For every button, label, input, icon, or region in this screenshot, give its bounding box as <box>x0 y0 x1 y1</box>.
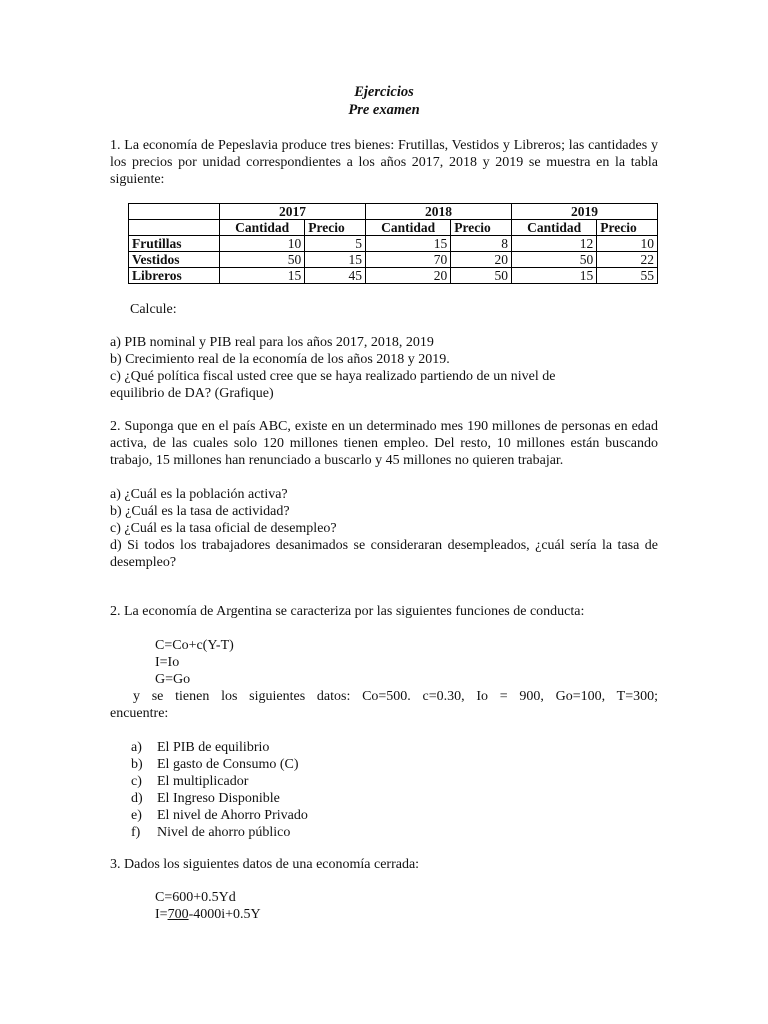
table-cell: 10 <box>597 236 658 252</box>
equation-underlined-part: 700 <box>167 907 189 922</box>
q1-item: equilibrio de DA? (Grafique) <box>110 386 274 401</box>
list-item-label: d) <box>131 791 143 806</box>
table-corner-cell <box>129 204 220 220</box>
q3-intro: 2. La economía de Argentina se caracteriza por las siguientes funciones de conducta: <box>110 604 585 619</box>
row-label: Libreros <box>129 268 220 284</box>
q2-item: c) ¿Cuál es la tasa oficial de desempleo? <box>110 521 337 536</box>
equation <box>155 906 261 923</box>
list-item-text: El nivel de Ahorro Privado <box>157 808 308 823</box>
table-row <box>129 268 658 284</box>
calcule-label: Calcule: <box>130 302 177 317</box>
table-cell: 50 <box>451 268 512 284</box>
table-empty-cell <box>129 220 220 236</box>
table-cell: 55 <box>597 268 658 284</box>
q1-item: c) ¿Qué política fiscal usted cree que se haya realizado partiendo de un nivel de <box>110 369 556 384</box>
list-item <box>131 756 308 773</box>
list-item <box>131 739 308 756</box>
row-label: Frutillas <box>129 236 220 252</box>
quantities-prices-table <box>128 203 658 284</box>
q4-intro: 3. Dados los siguientes datos de una economía cerrada: <box>110 857 420 872</box>
table-cell: 50 <box>220 252 305 268</box>
equation: C=600+0.5Yd <box>155 890 236 905</box>
col-header: Precio <box>597 220 658 236</box>
table-cell: 20 <box>365 268 450 284</box>
list-item-text: El Ingreso Disponible <box>157 791 280 806</box>
col-header: Cantidad <box>365 220 450 236</box>
table-cell: 15 <box>220 268 305 284</box>
list-item-label: a) <box>131 740 142 755</box>
list-item <box>131 824 308 841</box>
table-cell: 8 <box>451 236 512 252</box>
q3-items-list <box>131 739 308 841</box>
equation: C=Co+c(Y-T) <box>155 638 234 653</box>
q3-encuentre: encuentre: <box>110 706 169 721</box>
row-label: Vestidos <box>129 252 220 268</box>
list-item-label: c) <box>131 774 142 789</box>
table-cell: 15 <box>365 236 450 252</box>
q2-item: d) Si todos los trabajadores desanimados se consideraran desempleados, ¿cuál sería la tasa de desempleo? <box>110 538 658 570</box>
q1-item: a) PIB nominal y PIB real para los años 2017, 2018, 2019 <box>110 335 434 350</box>
table-cell: 5 <box>305 236 366 252</box>
table-cell: 15 <box>511 268 596 284</box>
table-row <box>129 252 658 268</box>
list-item-label: b) <box>131 757 143 772</box>
table-cell: 50 <box>511 252 596 268</box>
q2-item: b) ¿Cuál es la tasa de actividad? <box>110 504 290 519</box>
q2-item: a) ¿Cuál es la población activa? <box>110 487 288 502</box>
document-subtitle: Pre examen <box>348 102 420 118</box>
equation: G=Go <box>155 672 191 687</box>
q2-intro: 2. Suponga que en el país ABC, existe en un determinado mes 190 millones de personas en edad activa, de las cuales solo 120 millones tienen empleo. Del resto, 10 millones están buscando trabajo, 15 millones han renunciado a buscarlo y 45 millones no quieren trabajar. <box>110 419 658 468</box>
q1-item: b) Crecimiento real de la economía de los años 2018 y 2019. <box>110 352 450 367</box>
document-title: Ejercicios <box>354 84 414 100</box>
year-header: 2019 <box>511 204 657 220</box>
col-header: Precio <box>451 220 512 236</box>
table-cell: 10 <box>220 236 305 252</box>
equation: I=Io <box>155 655 180 670</box>
list-item <box>131 773 308 790</box>
col-header: Precio <box>305 220 366 236</box>
table-cell: 22 <box>597 252 658 268</box>
year-header: 2018 <box>365 204 511 220</box>
list-item-text: Nivel de ahorro público <box>157 825 291 840</box>
equation-part: I= <box>155 907 168 922</box>
q3-data-line: y se tienen los siguientes datos: Co=500. c=0.30, Io = 900, Go=100, T=300; <box>133 689 658 704</box>
year-header: 2017 <box>220 204 366 220</box>
table-cell: 45 <box>305 268 366 284</box>
list-item-text: El gasto de Consumo (C) <box>157 757 299 772</box>
equation-part: -4000i+0.5Y <box>188 907 261 922</box>
table-row <box>129 236 658 252</box>
list-item <box>131 790 308 807</box>
list-item-label: f) <box>131 825 141 840</box>
col-header: Cantidad <box>220 220 305 236</box>
list-item <box>131 807 308 824</box>
table-cell: 20 <box>451 252 512 268</box>
table-cell: 12 <box>511 236 596 252</box>
table-cell: 15 <box>305 252 366 268</box>
table-header-columns <box>129 220 658 236</box>
list-item-text: El multiplicador <box>157 774 249 789</box>
table-header-years <box>129 204 658 220</box>
list-item-label: e) <box>131 808 142 823</box>
q1-intro: 1. La economía de Pepeslavia produce tres bienes: Frutillas, Vestidos y Libreros; las cantidades y los precios por unidad correspondientes a los años 2017, 2018 y 2019 se muestra en la tabla siguiente: <box>110 138 658 187</box>
list-item-text: El PIB de equilibrio <box>157 740 270 755</box>
table-cell: 70 <box>365 252 450 268</box>
col-header: Cantidad <box>511 220 596 236</box>
